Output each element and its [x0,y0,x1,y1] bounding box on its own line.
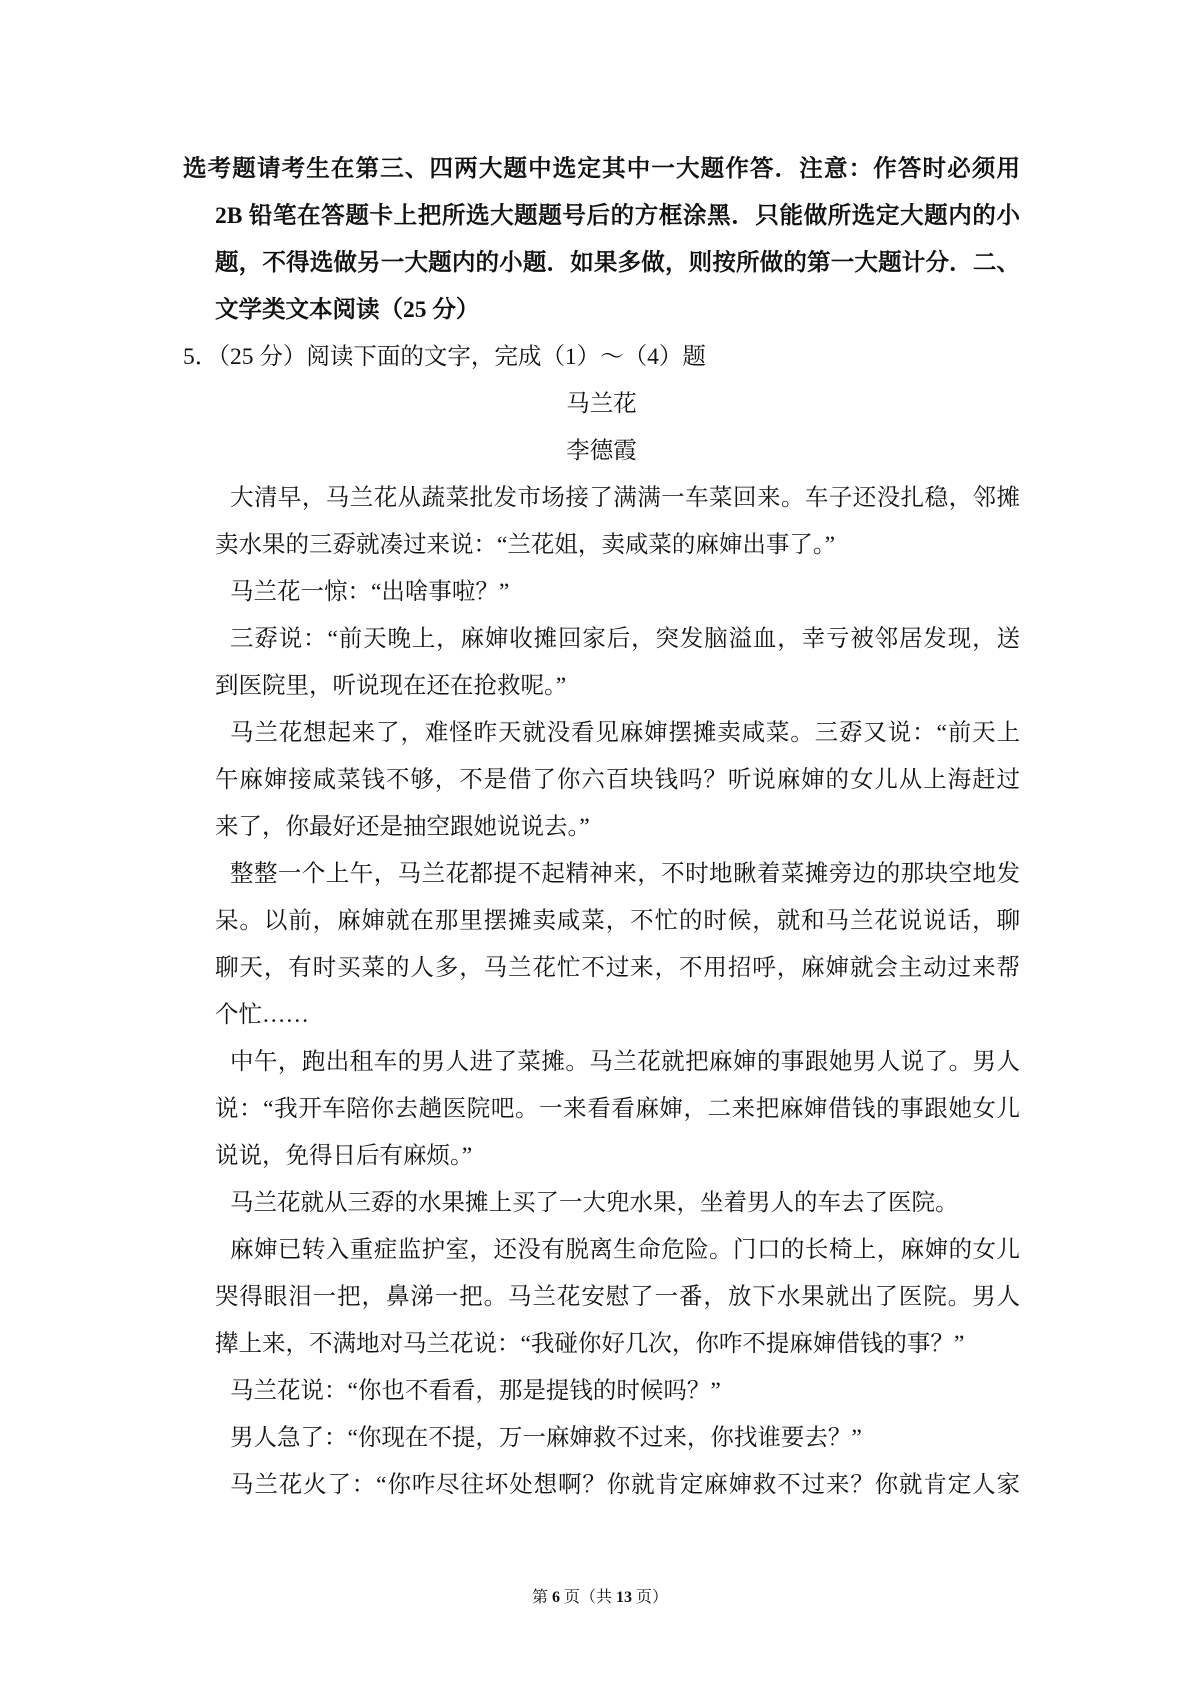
story-author: 李德霞 [566,438,637,464]
paragraph-line: 到医院里，听说现在还在抢救呢。” [215,673,567,699]
instruction-line: 题，不得选做另一大题内的小题．如果多做，则按所做的第一大题计分．二、 [215,250,1020,276]
paragraph-line: 撵上来，不满地对马兰花说：“我碰你好几次，你咋不提麻婶借钱的事？” [215,1331,965,1357]
current-page-number: 6 [551,1589,560,1606]
paragraph-line: 马兰花就从三孬的水果摊上买了一大兜水果，坐着男人的车去了医院。 [230,1190,959,1216]
paragraph-line: 大清早，马兰花从蔬菜批发市场接了满满一车菜回来。车子还没扎稳，邻摊 [230,485,1020,511]
paragraph-line: 三孬说：“前天晚上，麻婶收摊回家后，突发脑溢血，幸亏被邻居发现，送 [230,626,1020,652]
paragraph-line: 马兰花火了：“你咋尽往坏处想啊？你就肯定麻婶救不过来？你就肯定人家 [230,1472,1020,1498]
instruction-line: 2B 铅笔在答题卡上把所选大题题号后的方框涂黑．只能做所选定大题内的小 [215,203,1020,229]
paragraph-line: 麻婶已转入重症监护室，还没有脱离生命危险。门口的长椅上，麻婶的女儿 [230,1237,1020,1263]
page-footer [0,1586,1200,1610]
paragraph-line: 说说，免得日后有麻烦。” [215,1143,473,1169]
paragraph-line: 说：“我开车陪你去趟医院吧。一来看看麻婶，二来把麻婶借钱的事跟她女儿 [215,1096,1020,1122]
instruction-line: 选考题请考生在第三、四两大题中选定其中一大题作答．注意：作答时必须用 [183,156,1020,182]
footer-prefix: 第 [531,1589,548,1606]
paragraph-line: 个忙…… [215,1002,309,1028]
paragraph-line: 整整一个上午，马兰花都提不起精神来，不时地瞅着菜摊旁边的那块空地发 [230,861,1020,887]
question-prompt: 5．（25 分）阅读下面的文字，完成（1）～（4）题 [183,344,706,370]
paragraph-line: 马兰花一惊：“出啥事啦？” [230,579,510,605]
section-heading: 文学类文本阅读（25 分） [215,297,480,323]
paragraph-line: 男人急了：“你现在不提，万一麻婶救不过来，你找谁要去？” [230,1425,862,1451]
paragraph-line: 哭得眼泪一把，鼻涕一把。马兰花安慰了一番，放下水果就出了医院。男人 [215,1284,1020,1310]
paragraph-line: 马兰花想起来了，难怪昨天就没看见麻婶摆摊卖咸菜。三孬又说：“前天上 [230,720,1020,746]
footer-middle: 页（共 [563,1589,612,1606]
paragraph-line: 马兰花说：“你也不看看，那是提钱的时候吗？” [230,1378,721,1404]
total-page-count: 13 [616,1589,632,1606]
paragraph-line: 呆。以前，麻婶就在那里摆摊卖咸菜，不忙的时候，就和马兰花说说话，聊 [215,908,1020,934]
paragraph-line: 聊天，有时买菜的人多，马兰花忙不过来，不用招呼，麻婶就会主动过来帮 [215,955,1020,981]
paragraph-line: 来了，你最好还是抽空跟她说说去。” [215,814,590,840]
story-title: 马兰花 [566,391,637,417]
page-content [0,146,1200,1509]
paragraph-line: 午麻婶接咸菜钱不够，不是借了你六百块钱吗？听说麻婶的女儿从上海赶过 [215,767,1020,793]
footer-suffix: 页） [636,1589,669,1606]
paragraph-line: 卖水果的三孬就凑过来说：“兰花姐，卖咸菜的麻婶出事了。” [215,532,836,558]
paragraph-line: 中午，跑出租车的男人进了菜摊。马兰花就把麻婶的事跟她男人说了。男人 [230,1049,1020,1075]
